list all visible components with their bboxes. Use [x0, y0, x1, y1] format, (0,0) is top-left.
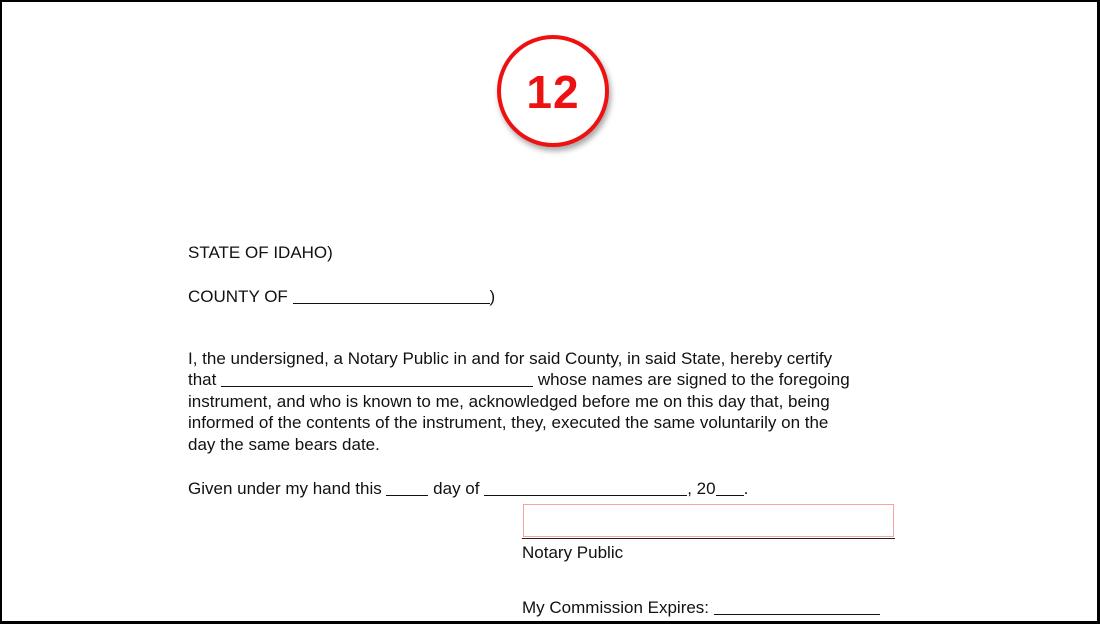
- county-label: COUNTY OF: [188, 287, 293, 306]
- day-of-label: day of: [428, 479, 485, 498]
- commission-date-blank[interactable]: [714, 599, 880, 615]
- commission-label: My Commission Expires:: [522, 598, 714, 617]
- paragraph-line-2: [188, 369, 908, 390]
- certification-paragraph: [188, 348, 908, 455]
- signature-line: [522, 538, 895, 539]
- month-blank[interactable]: [484, 480, 687, 496]
- year-prefix: , 20: [687, 479, 716, 498]
- day-blank[interactable]: [386, 480, 428, 496]
- state-line: STATE OF IDAHO): [188, 243, 333, 262]
- year-blank[interactable]: [716, 480, 744, 496]
- county-close-paren: ): [489, 287, 496, 306]
- signer-names-blank[interactable]: [221, 371, 533, 387]
- paragraph-line-1: I, the undersigned, a Notary Public in and for said County, in said State, hereby certify: [188, 349, 833, 368]
- notary-signature-field[interactable]: [523, 504, 894, 537]
- period: .: [743, 479, 749, 498]
- given-prefix: Given under my hand this: [188, 479, 387, 498]
- notary-public-label: Notary Public: [522, 543, 624, 562]
- that-label: that: [188, 370, 222, 390]
- county-blank[interactable]: [293, 288, 490, 304]
- commission-expires-line: [522, 597, 880, 618]
- step-number-badge: [497, 35, 609, 147]
- given-under-hand-line: [188, 478, 748, 499]
- names-signed-text: whose names are signed to the foregoing: [533, 370, 850, 390]
- step-number: 12: [526, 66, 580, 118]
- paragraph-line-5: day the same bears date.: [188, 434, 380, 454]
- paragraph-line-3: instrument, and who is known to me, acknowledged before me on this day that, being: [188, 391, 830, 411]
- county-line: [188, 286, 495, 307]
- paragraph-line-4: informed of the contents of the instrument, they, executed the same voluntarily on the: [188, 413, 829, 433]
